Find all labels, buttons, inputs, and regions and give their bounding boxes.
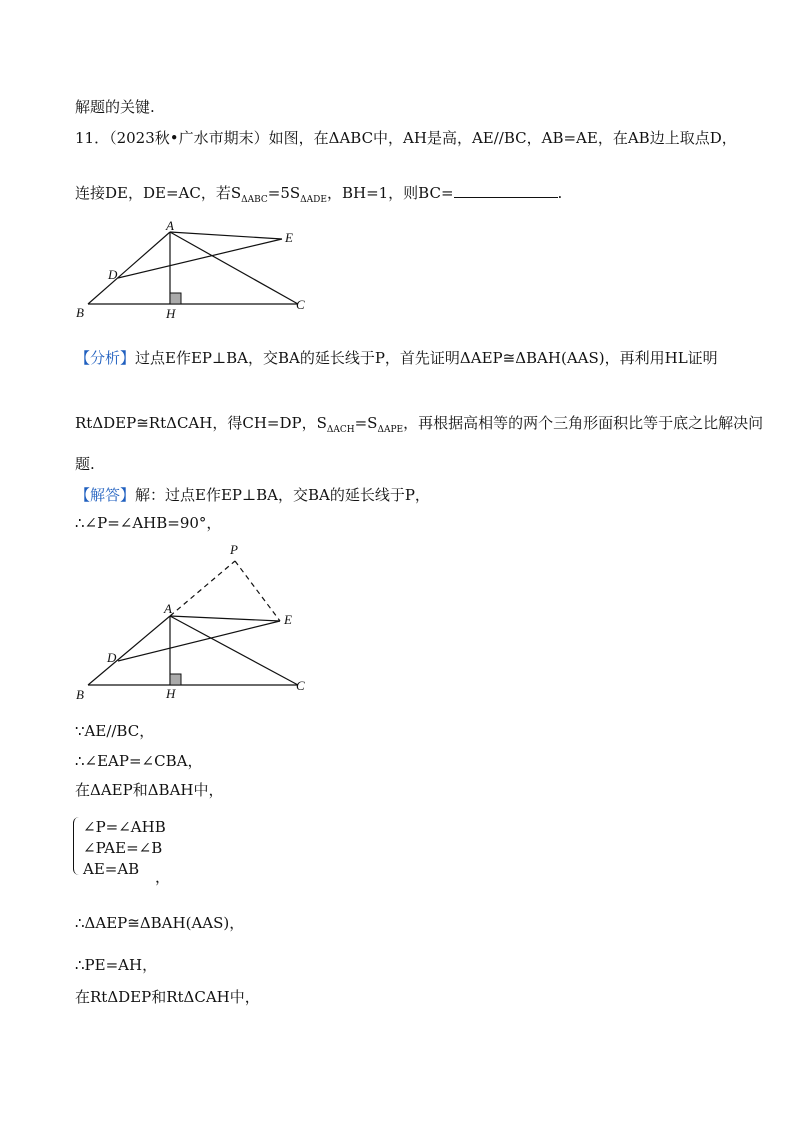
subscript: ΔABC bbox=[241, 195, 268, 205]
text-segment: . bbox=[557, 184, 563, 202]
label-C: C bbox=[296, 297, 305, 312]
analysis-line-3: 题. bbox=[75, 455, 95, 473]
geometry-figure-1 bbox=[70, 220, 310, 330]
text-segment: =S bbox=[354, 414, 378, 432]
solution-line-8: 在RtΔDEP和RtΔCAH中， bbox=[75, 988, 260, 1006]
text-segment: 解：过点E作EP⊥BA，交BA的延长线于P， bbox=[135, 486, 430, 504]
text-line-1: 解题的关键. bbox=[75, 98, 155, 116]
problem-statement-line-1: 11．（2023秋•广水市期末）如图，在ΔABC中，AH是高，AE//BC，AB=AE，在AB边上取点D， bbox=[75, 129, 737, 147]
analysis-line-1 bbox=[75, 348, 718, 368]
segment-AC bbox=[170, 232, 298, 304]
equation-system-end: ， bbox=[155, 868, 171, 886]
equation-system-line-1: ∠P=∠AHB bbox=[83, 818, 166, 836]
text-segment: 过点E作EP⊥BA，交BA的延长线于P，首先证明ΔAEP≅ΔBAH(AAS)，再利用HL证明 bbox=[135, 349, 718, 367]
equation-system-line-3: AE=AB bbox=[83, 860, 140, 878]
label-H: H bbox=[166, 306, 176, 321]
answer-blank[interactable] bbox=[454, 183, 558, 198]
problem-statement-line-2 bbox=[75, 183, 562, 210]
label-D: D bbox=[107, 650, 117, 665]
segment-AP-dashed bbox=[170, 561, 235, 616]
text-segment: ，再根据高相等的两个三角形面积比等于底之比解决问 bbox=[403, 414, 764, 432]
label-B: B bbox=[76, 687, 84, 700]
label-E: E bbox=[285, 230, 293, 245]
solution-line-2: ∴∠P=∠AHB=90°， bbox=[75, 514, 222, 532]
segment-DE bbox=[118, 621, 280, 661]
geometry-figure-2 bbox=[70, 540, 315, 700]
solution-line-3: ∵AE//BC， bbox=[75, 722, 155, 740]
right-angle-mark bbox=[170, 674, 181, 685]
text-segment: RtΔDEP≅RtΔCAH，得CH=DP，S bbox=[75, 414, 327, 432]
solution-line-4: ∴∠EAP=∠CBA， bbox=[75, 752, 203, 770]
label-C: C bbox=[296, 678, 305, 693]
text-segment: =5S bbox=[267, 184, 301, 202]
equation-system-line-2: ∠PAE=∠B bbox=[83, 839, 163, 857]
solution-line-6: ∴ΔAEP≅ΔBAH(AAS)， bbox=[75, 914, 245, 932]
segment-AB bbox=[88, 616, 170, 685]
right-angle-mark bbox=[170, 293, 181, 304]
solution-line-7: ∴PE=AH， bbox=[75, 956, 158, 974]
label-D: D bbox=[108, 267, 118, 282]
subscript: ΔAPE bbox=[377, 425, 404, 435]
solution-line-1 bbox=[75, 485, 430, 505]
label-E: E bbox=[284, 612, 292, 627]
label-H: H bbox=[166, 686, 176, 700]
analysis-line-2 bbox=[75, 413, 763, 440]
solution-line-5: 在ΔAEP和ΔBAH中， bbox=[75, 781, 224, 799]
label-B: B bbox=[76, 305, 84, 320]
segment-AE bbox=[170, 616, 280, 621]
label-A: A bbox=[164, 601, 172, 616]
text-segment: ，BH=1，则BC= bbox=[326, 184, 454, 202]
equation-system-brace bbox=[73, 817, 82, 875]
segment-PE-dashed bbox=[235, 561, 280, 621]
segment-AE bbox=[170, 232, 282, 239]
segment-AC bbox=[170, 616, 298, 685]
solution-tag: 【解答】 bbox=[75, 486, 136, 504]
label-A: A bbox=[166, 220, 174, 233]
subscript: ΔACH bbox=[326, 425, 355, 435]
analysis-tag: 【分析】 bbox=[75, 349, 136, 367]
label-P: P bbox=[230, 542, 238, 557]
text-segment: 连接DE，DE=AC，若S bbox=[75, 184, 242, 202]
segment-DE bbox=[118, 239, 282, 278]
subscript: ΔADE bbox=[300, 195, 327, 205]
